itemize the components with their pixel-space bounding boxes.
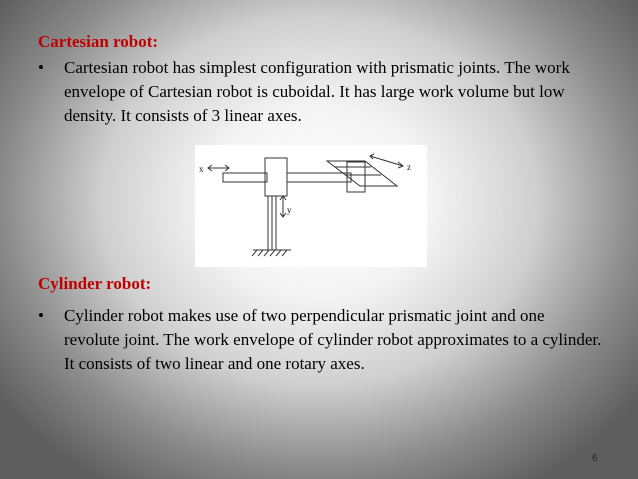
ground-hatch <box>270 250 275 256</box>
section-heading-cylinder-robot: Cylinder robot: <box>38 274 152 293</box>
section-heading-cartesian-robot: Cartesian robot: <box>38 32 159 51</box>
bullet-marker: • <box>38 58 44 77</box>
cartesian-robot-diagram <box>195 145 427 267</box>
cartesian-robot-drawing <box>195 145 427 267</box>
ground-hatch <box>276 250 281 256</box>
carriage-block <box>265 158 287 196</box>
ground-hatch <box>258 250 263 256</box>
z-axis-arrow-line <box>370 156 403 166</box>
slide-number: 6 <box>592 453 598 464</box>
bullet-marker: • <box>38 306 44 325</box>
bullet-text: Cartesian robot has simplest configuration with prismatic joints. The work envelope of Cartesian robot is cuboidal. It has large work volume but low density. It consists of 3 linear axes. <box>64 58 570 125</box>
y-axis-label: y <box>287 205 292 215</box>
bullet-text: Cylinder robot makes use of two perpendicular prismatic joint and one revolute joint. The work envelope of cylinder robot approximates to a cylinder. It consists of two linear and one rotary axes. <box>64 306 602 373</box>
z-axis-arm <box>287 173 351 182</box>
ground-hatch <box>282 250 287 256</box>
ground-hatch <box>252 250 257 256</box>
x-axis-arm <box>223 173 267 182</box>
ground-hatch <box>264 250 269 256</box>
z-axis-label: z <box>407 162 411 172</box>
x-axis-label: x <box>199 164 204 174</box>
